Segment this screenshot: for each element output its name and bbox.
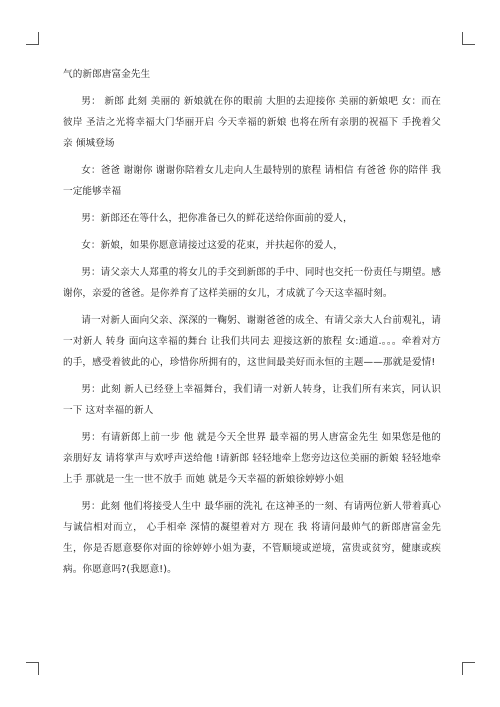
crop-mark-bottom-right <box>462 662 475 675</box>
crop-mark-top-left <box>26 32 39 45</box>
paragraph: 男：请父亲大人郑重的将女儿的手交到新郎的手中、同时也交托一份责任与期望。感谢你，亲爱的爸爸。是你养育了这样美丽的女儿，才成就了今天这幸福时刻。 <box>63 267 441 299</box>
crop-mark-bottom-left <box>26 662 39 675</box>
paragraph: 男：此刻 他们将接受人生中 最华丽的洗礼 在这神圣的一刻、有请两位新人带着真心与诚信相对而立， 心手相牵 深情的凝望着对方 现在 我 将请问最帅气的新郎唐富金先生，你是否愿意娶你对面的徐婷婷小姐为妻，不管顺境或逆境，富贵或贫穷，健康或疾病。你愿意吗?(我愿意!)。 <box>63 501 441 575</box>
paragraph: 气的新郎唐富金先生 <box>63 69 151 80</box>
crop-mark-top-right <box>462 32 475 45</box>
paragraph: 女：新娘，如果你愿意请接过这爱的花束，并扶起你的爱人， <box>81 240 343 251</box>
paragraph: 男： 新郎 此刻 美丽的 新娘就在你的眼前 大胆的去迎接你 美丽的新娘吧 女：而在彼岸 圣洁之光将幸福大门华丽开启 今天幸福的新娘 也将在所有亲朋的祝福下 手挽着父亲 倾城登场 <box>63 96 441 149</box>
paragraph: 男：新郎还在等什么，把你准备已久的鲜花送给你面前的爱人， <box>81 213 353 224</box>
paragraph: 请一对新人面向父亲、深深的一鞠躬、谢谢爸爸的成全、有请父亲大人台前观礼，请一对新人 转身 面向这幸福的舞台 让我们共同去 迎接这新的旅程 女:通道.。。。牵着对方的手，感受着彼此的心，珍惜你所拥有的，这世间最美好而永恒的主题——那就是爱情! <box>63 315 441 368</box>
document-body <box>63 64 441 586</box>
paragraph: 女：爸爸 谢谢你 谢谢你陪着女儿走向人生最特别的旅程 请相信 有爸爸 你的陪伴 我一定能够幸福 <box>63 165 441 197</box>
paragraph: 男：此刻 新人已经登上幸福舞台，我们请一对新人转身，让我们所有来宾，同认识一下 这对幸福的新人 <box>63 384 441 416</box>
paragraph: 男：有请新郎上前一步 他 就是今天全世界 最幸福的男人唐富金先生 如果您是他的亲朋好友 请将掌声与欢呼声送给他 !请新郎 轻轻地牵上您旁边这位美丽的新娘 轻轻地牵上手 那就是一生一世不放手 而她 就是今天幸福的新娘徐婷婷小姐 <box>63 432 441 485</box>
